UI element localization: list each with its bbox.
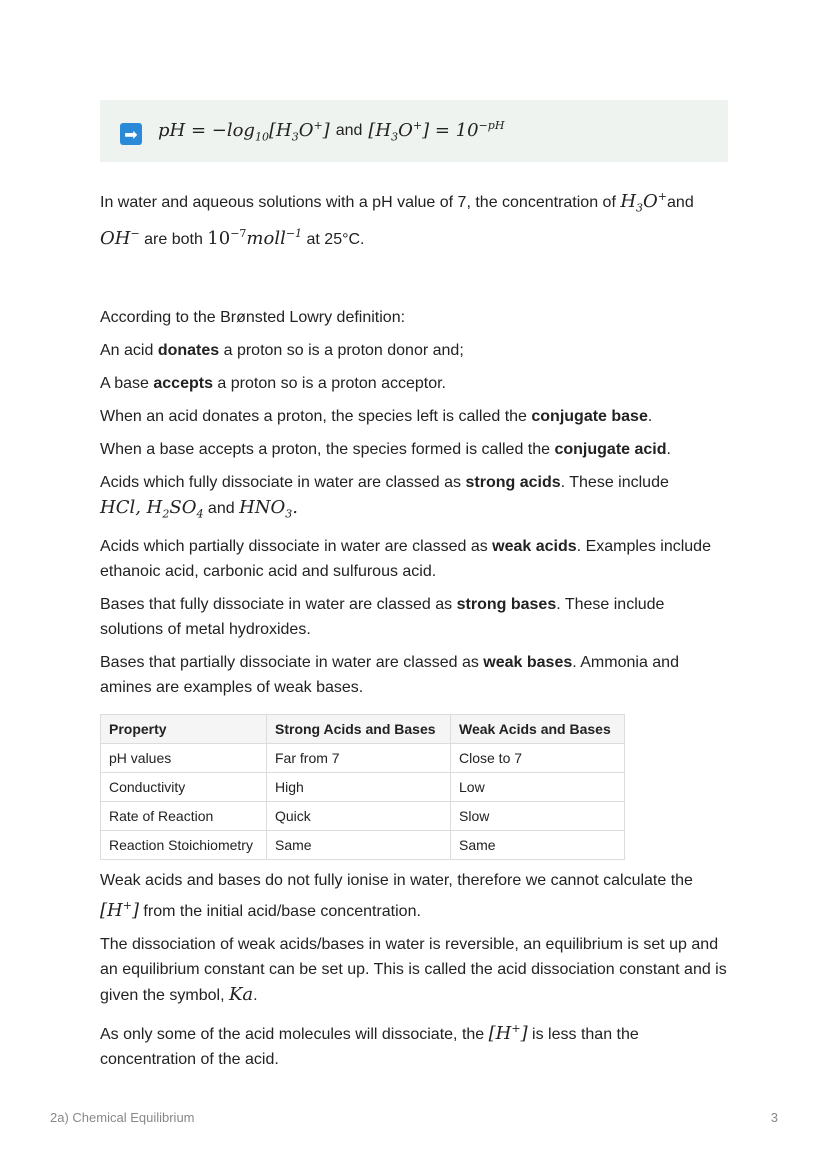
strong-acids-paragraph: Acids which fully dissociate in water are classed as strong acids. These include HCl, $H_2SO_4$ and $HNO_3$.: [100, 473, 669, 521]
base-definition: A base accepts a proton so is a proton acceptor.: [100, 374, 446, 392]
weak-bases-paragraph: Bases that partially dissociate in water are classed as weak bases. Ammonia and amines are examples of weak bases.: [100, 654, 679, 697]
table-row: [101, 802, 625, 831]
page-footer: [50, 1110, 778, 1125]
ph-formula: pH = $-\log_{10}[H_3O^+]$: [158, 118, 330, 144]
dissociation-paragraph: The dissociation of weak acids/bases in water is reversible, an equilibrium is set up and an equilibrium constant can be set up. This is called the acid dissociation constant and is given the symbol, Ka.: [100, 936, 727, 1006]
water-paragraph: In water and aqueous solutions with a pH value of 7, the concentration of $H_3O^+and$ OH− are both $10^{-7}moll^{-1}$ at 25°C.: [100, 190, 694, 249]
acid-definition: An acid donates a proton so is a proton donor and;: [100, 341, 464, 359]
table-header-row: [101, 715, 625, 744]
table-cell: pH values: [101, 744, 267, 773]
page-number: 3: [770, 1110, 778, 1125]
some-molecules-paragraph: As only some of the acid molecules will dissociate, the [H+] is less than the concentration of the acid.: [100, 1022, 639, 1069]
table-cell: Reaction Stoichiometry: [101, 831, 267, 860]
strong-bases-paragraph: Bases that fully dissociate in water are classed as strong bases. These include solutions of metal hydroxides.: [100, 596, 665, 639]
conjugate-base-definition: When an acid donates a proton, the species left is called the conjugate base.: [100, 407, 653, 425]
table-header-cell: Strong Acids and Bases: [267, 715, 451, 744]
table-header-cell: Property: [101, 715, 267, 744]
arrow-right-icon: ➡: [120, 123, 142, 145]
ionise-paragraph: Weak acids and bases do not fully ionise in water, therefore we cannot calculate the [H+] from the initial acid/base concentration.: [100, 872, 693, 922]
acid-base-comparison-table: [100, 714, 625, 860]
formula-callout: [100, 100, 728, 162]
footer-section-title: 2a) Chemical Equilibrium: [50, 1110, 195, 1125]
and-text: and: [335, 122, 363, 139]
table-header-cell: Weak Acids and Bases: [451, 715, 625, 744]
table-cell: High: [267, 773, 451, 802]
table-cell: Quick: [267, 802, 451, 831]
table-cell: Same: [451, 831, 625, 860]
table-cell: Same: [267, 831, 451, 860]
weak-acids-paragraph: Acids which partially dissociate in water are classed as weak acids. Examples include ethanoic acid, carbonic acid and sulfurous acid.: [100, 538, 711, 581]
table-cell: Low: [451, 773, 625, 802]
page-content: [100, 100, 728, 1072]
table-cell: Close to 7: [451, 744, 625, 773]
table-row: [101, 831, 625, 860]
bronsted-intro: According to the Brønsted Lowry definition:: [100, 308, 406, 326]
table-row: [101, 773, 625, 802]
h3o-formula: $[H_3O^+] = 10^{-pH}$: [368, 118, 505, 144]
table-row: [101, 744, 625, 773]
table-cell: Slow: [451, 802, 625, 831]
conjugate-acid-definition: When a base accepts a proton, the species formed is called the conjugate acid.: [100, 440, 671, 458]
table-cell: Rate of Reaction: [101, 802, 267, 831]
table-cell: Conductivity: [101, 773, 267, 802]
table-cell: Far from 7: [267, 744, 451, 773]
